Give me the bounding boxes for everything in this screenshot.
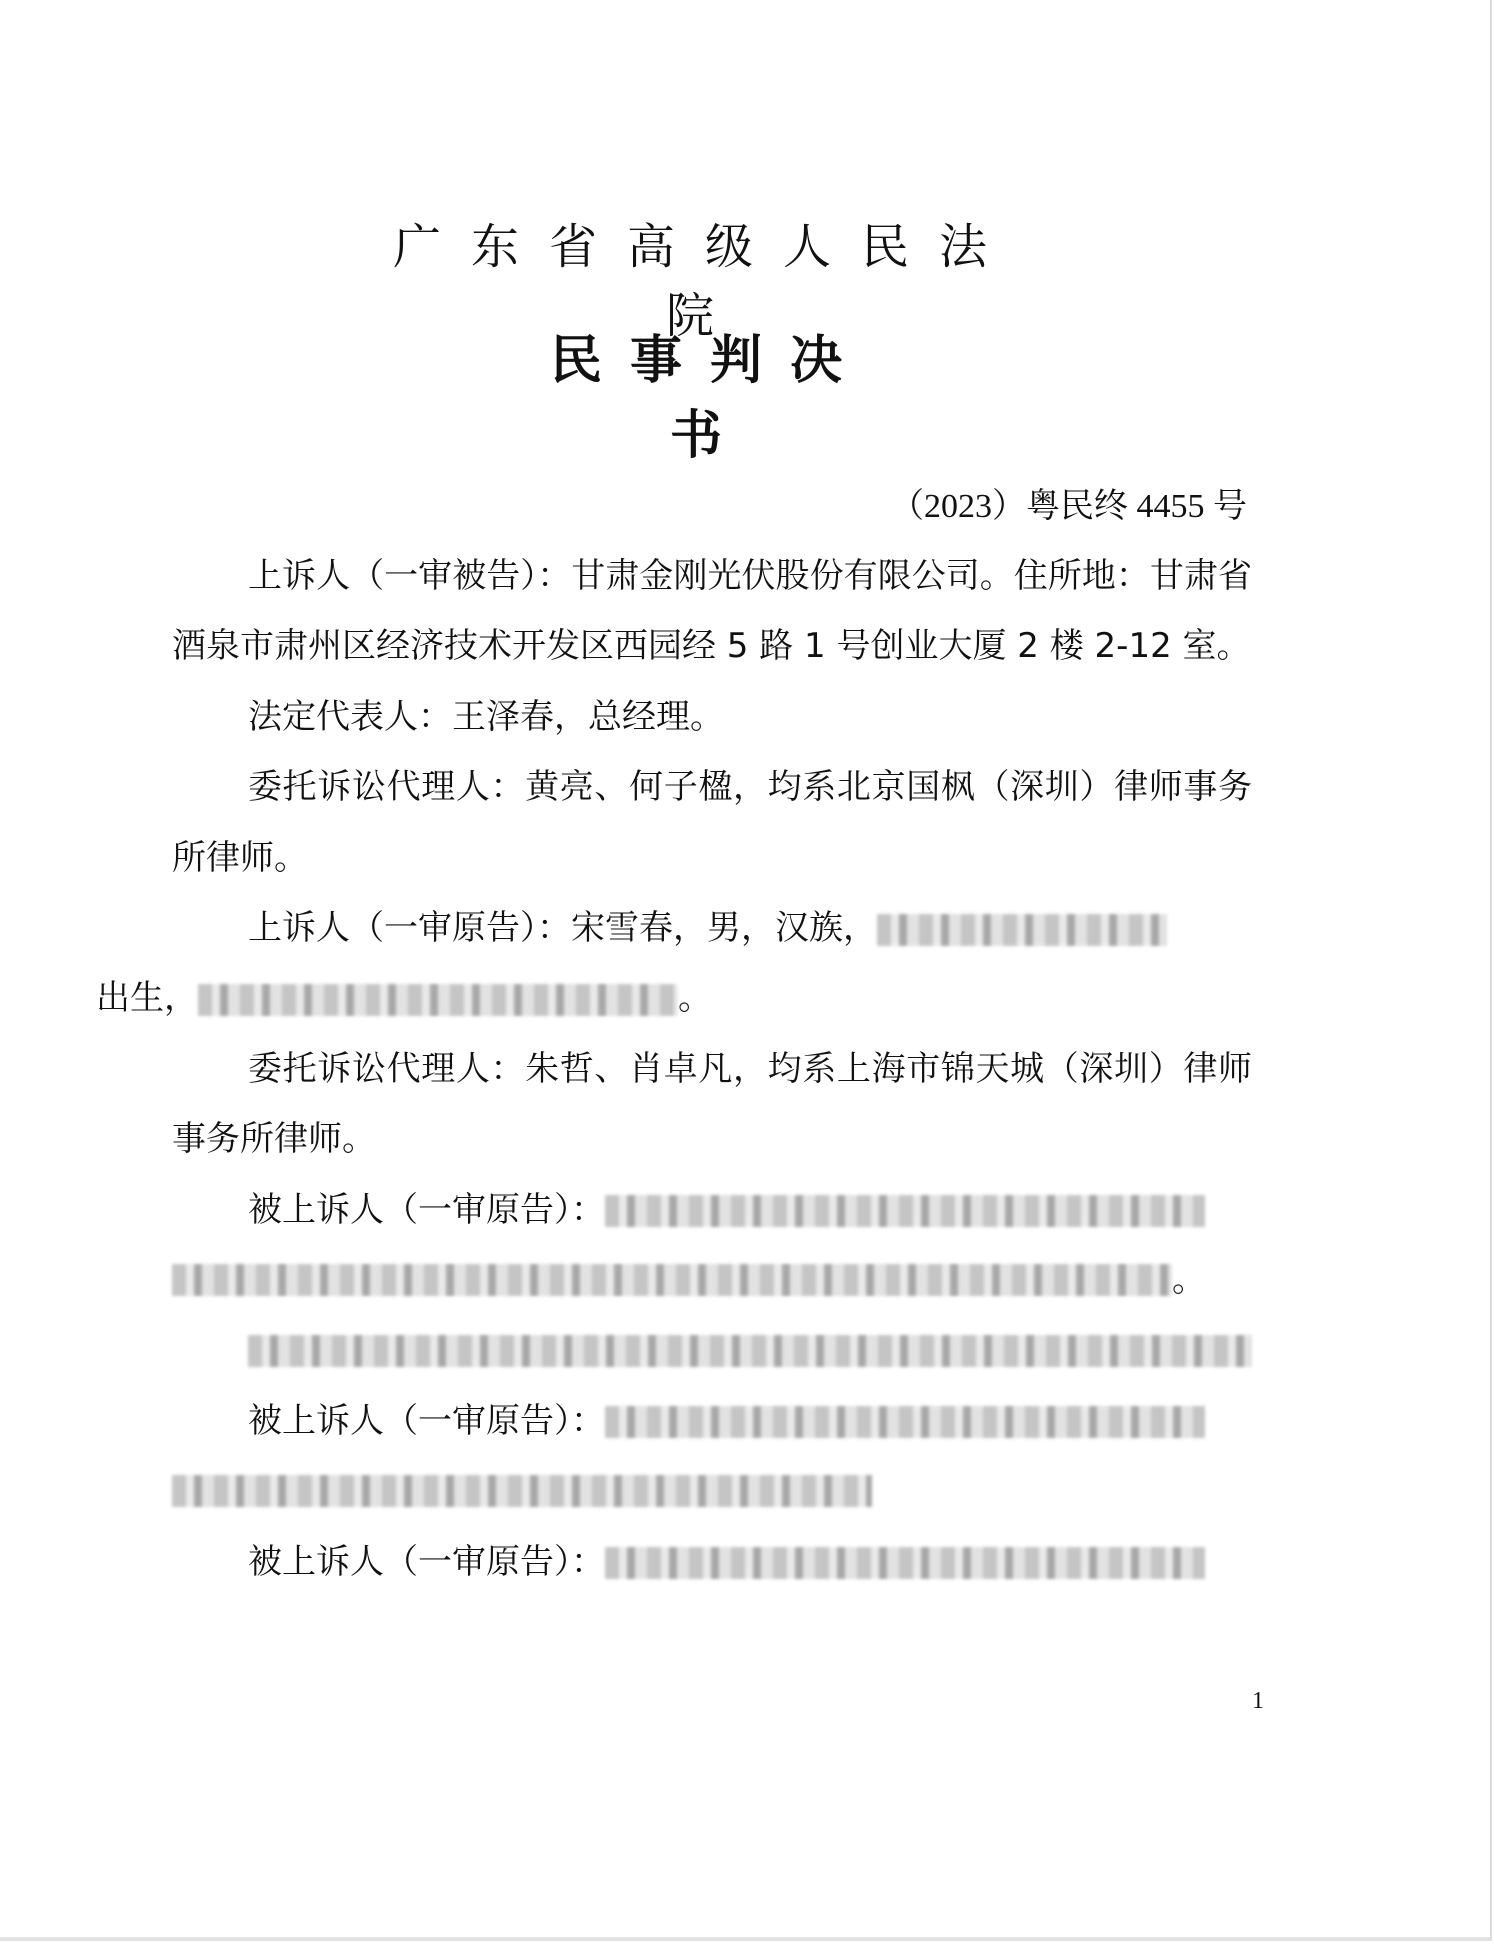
appellee-label: 被上诉人（一审原告）：: [248, 1400, 605, 1441]
redacted-block: [172, 1264, 1172, 1296]
paragraph-appellee-1: [172, 1175, 1252, 1245]
paragraph-appellee-3: [172, 1527, 1252, 1597]
redacted-line: [172, 1315, 1252, 1385]
case-number: （2023）粤民终 4455 号: [890, 488, 1247, 525]
appellant-birth-label: 出生，: [96, 978, 198, 1019]
document-type-title: 民事判决书: [549, 330, 870, 466]
paragraph-agent-2: 委托诉讼代理人：朱哲、肖卓凡，均系上海市锦天城（深圳）律师事务所律师。: [172, 1048, 1252, 1160]
paragraph-appellant-company: 上诉人（一审被告）：甘肃金刚光伏股份有限公司。住所地：甘肃省酒泉市肃州区经济技术开发区西园经 5 路 1 号创业大厦 2 楼 2-12 室。: [172, 556, 1252, 667]
redacted-line: [172, 1456, 1252, 1526]
document-body: [96, 541, 1252, 1597]
redacted-block: [605, 1195, 1205, 1227]
appellant-person-text: 上诉人（一审原告）：宋雪春，男，汉族，: [248, 908, 877, 949]
period: 。: [678, 978, 712, 1019]
redacted-block: [198, 984, 678, 1016]
appellee-label: 被上诉人（一审原告）：: [248, 1541, 605, 1582]
redacted-block: [248, 1335, 1252, 1367]
paragraph-appellee-2: [172, 1386, 1252, 1456]
redacted-block: [877, 914, 1167, 946]
appellee-label: 被上诉人（一审原告）：: [248, 1189, 605, 1230]
paragraph-agent-1: 委托诉讼代理人：黄亮、何子楹，均系北京国枫（深圳）律师事务所律师。: [172, 767, 1252, 878]
redacted-line: [172, 1245, 1252, 1315]
redacted-block: [605, 1547, 1205, 1579]
paragraph-appellant-person: [96, 893, 1252, 1034]
period: 。: [1172, 1260, 1206, 1301]
court-name: 广东省高级人民法院: [392, 219, 1017, 344]
redacted-block: [605, 1406, 1205, 1438]
page-number: 1: [1252, 1688, 1264, 1714]
paragraph-legal-representative: 法定代表人：王泽春，总经理。: [248, 696, 724, 737]
redacted-block: [172, 1475, 872, 1507]
